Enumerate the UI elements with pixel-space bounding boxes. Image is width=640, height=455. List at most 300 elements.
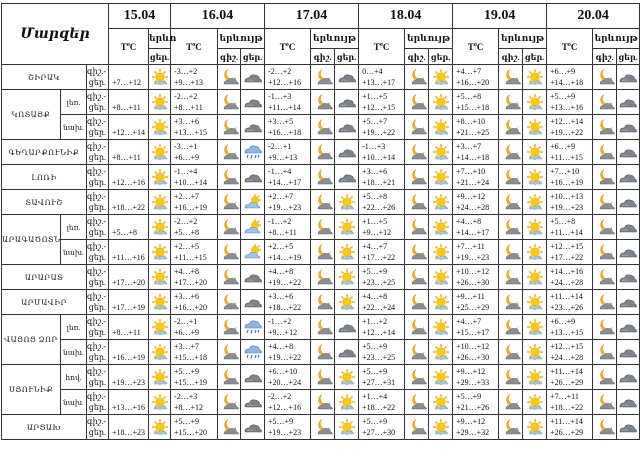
cloud-icon: [617, 418, 639, 436]
cloud-icon: [335, 68, 358, 86]
night-temperature: +10…+13: [550, 192, 584, 201]
region-name: ՍՅՈՒՆԻՔ: [2, 365, 61, 415]
sun-icon: [149, 368, 170, 386]
temperature-cell: [265, 215, 311, 240]
weather-cell: [149, 415, 171, 440]
night-weather-cell: [218, 340, 241, 365]
day-temperature: +11…+15: [550, 153, 583, 162]
temperature-cell: [547, 365, 593, 390]
night-weather-cell: [311, 140, 335, 165]
sun-icon: [429, 143, 452, 161]
day-temperature: +9…+12: [268, 328, 298, 337]
moon-cloud-icon: [218, 68, 240, 86]
moon-cloud-icon: [218, 368, 240, 386]
night-weather-cell: [311, 315, 335, 340]
night-temperature: +1…+5: [362, 92, 388, 101]
table-row: [2, 390, 640, 415]
night-weather-cell: [311, 340, 335, 365]
table-row: [2, 90, 640, 115]
weather-cell: [149, 90, 171, 115]
temperature-header: $T^oC$: [359, 29, 405, 65]
day-weather-cell: [617, 165, 640, 190]
day-temperature: +16…+19: [112, 353, 146, 362]
partly-cloudy-icon: [241, 193, 264, 211]
sun-icon: [429, 68, 452, 86]
moon-cloud-icon: [311, 118, 334, 136]
day-temperature: +15…+20: [174, 428, 208, 437]
day-temperature: +23…+25: [362, 278, 396, 287]
day-temperature: +12…+16: [268, 403, 302, 412]
night-weather-cell: [593, 190, 617, 215]
moon-cloud-icon: [218, 168, 240, 186]
region-name: ԿՈՏԱՅՔ: [2, 90, 61, 140]
day-temperature: +19…+22: [268, 353, 302, 362]
day-weather-cell: [523, 265, 547, 290]
night-header: գիշ.: [311, 49, 335, 65]
night-temperature: -2…+1: [268, 142, 292, 151]
cloud-icon: [241, 118, 264, 136]
day-weather-cell: [241, 140, 265, 165]
temperature-cell: [265, 415, 311, 440]
night-temperature: +5…+9: [174, 367, 200, 376]
day-label: ցեր.: [88, 203, 107, 212]
weather-cell: [149, 265, 171, 290]
day-weather-cell: [617, 65, 640, 90]
day-weather-cell: [523, 390, 547, 415]
day-weather-cell: [617, 340, 640, 365]
day-label: ցեր.: [88, 153, 107, 162]
sun-icon: [429, 118, 452, 136]
cloud-icon: [241, 368, 264, 386]
region-name: ԼՈՌԻ: [2, 165, 87, 190]
moon-cloud-icon: [593, 293, 616, 311]
night-temperature: +5…+9: [550, 92, 576, 101]
day-weather-cell: [241, 365, 265, 390]
day-temperature: +13…+17: [362, 78, 396, 87]
night-weather-cell: [311, 415, 335, 440]
moon-cloud-icon: [218, 418, 240, 436]
temperature-cell: [265, 115, 311, 140]
sun-icon: [335, 368, 358, 386]
night-header: գիշ.: [499, 49, 523, 65]
sun-icon: [429, 268, 452, 286]
night-weather-cell: [593, 215, 617, 240]
day-temperature: +13…+16: [550, 103, 584, 112]
night-temperature: +1…+5: [362, 217, 388, 226]
moon-cloud-icon: [593, 343, 616, 361]
day-temperature: +12…+16: [112, 178, 146, 187]
temperature-cell: [109, 340, 149, 365]
moon-cloud-icon: [405, 193, 428, 211]
night-weather-cell: [593, 140, 617, 165]
rain-icon: [241, 143, 264, 161]
day-weather-cell: [241, 115, 265, 140]
day-weather-cell: [335, 290, 359, 315]
day-weather-cell: [335, 115, 359, 140]
day-weather-cell: [429, 65, 453, 90]
moon-cloud-icon: [593, 218, 616, 236]
day-temperature: +22…+24: [362, 303, 396, 312]
temperature-cell: [265, 365, 311, 390]
moon-cloud-icon: [405, 268, 428, 286]
cloud-icon: [617, 268, 639, 286]
night-temperature: +9…+12: [456, 417, 486, 426]
night-label: գիշ.-: [87, 217, 107, 226]
night-temperature: +4…+8: [362, 292, 388, 301]
day-weather-cell: [241, 215, 265, 240]
day-header: ցեր.: [335, 49, 359, 65]
cloud-icon: [617, 318, 639, 336]
night-day-label: [87, 215, 109, 240]
day-weather-cell: [429, 340, 453, 365]
day-temperature: +26…+29: [550, 428, 584, 437]
temperature-cell: [547, 315, 593, 340]
moon-cloud-icon: [218, 243, 240, 261]
night-label: գիշ.-: [87, 92, 107, 101]
temperature-cell: [109, 390, 149, 415]
day-weather-cell: [241, 290, 265, 315]
temperature-cell: [109, 415, 149, 440]
day-weather-cell: [617, 415, 640, 440]
night-weather-cell: [499, 65, 523, 90]
cloud-icon: [617, 93, 639, 111]
night-weather-cell: [593, 90, 617, 115]
night-weather-cell: [405, 315, 429, 340]
day-weather-cell: [523, 115, 547, 140]
sun-icon: [523, 268, 546, 286]
day-temperature: +24…+28: [550, 278, 584, 287]
night-weather-cell: [499, 165, 523, 190]
night-temperature: +6…+9: [550, 67, 576, 76]
night-temperature: +11…+14: [550, 292, 583, 301]
sun-icon: [523, 368, 546, 386]
sun-icon: [149, 118, 170, 136]
temperature-cell: [109, 215, 149, 240]
night-weather-cell: [405, 240, 429, 265]
table-row: [2, 315, 640, 340]
day-temperature: +8…+12: [174, 403, 204, 412]
day-weather-cell: [429, 240, 453, 265]
sun-icon: [335, 393, 358, 411]
temperature-cell: [547, 390, 593, 415]
night-day-label: [87, 90, 109, 115]
night-temperature: +7…+11: [550, 392, 579, 401]
day-label: ցեր.: [88, 403, 107, 412]
night-day-label: [87, 315, 109, 340]
night-weather-cell: [499, 215, 523, 240]
day-temperature: +11…+14: [550, 228, 583, 237]
night-weather-cell: [499, 265, 523, 290]
night-weather-cell: [311, 90, 335, 115]
night-temperature: +3…+5: [268, 117, 294, 126]
night-temperature: +7…+11: [456, 242, 485, 251]
cloud-icon: [241, 293, 264, 311]
cloud-icon: [335, 343, 358, 361]
night-temperature: -1…+3: [268, 92, 292, 101]
night-temperature: +4…+7: [456, 317, 482, 326]
temperature-cell: [171, 390, 218, 415]
temperature-cell: [453, 415, 499, 440]
day-temperature: +14…+17: [456, 228, 490, 237]
night-weather-cell: [218, 265, 241, 290]
night-weather-cell: [405, 365, 429, 390]
night-weather-cell: [593, 290, 617, 315]
day-temperature: +16…+20: [456, 78, 490, 87]
day-temperature: +9…+13: [268, 153, 298, 162]
night-weather-cell: [311, 290, 335, 315]
date-header: 18.04: [359, 4, 453, 29]
temperature-cell: [453, 390, 499, 415]
day-weather-cell: [617, 115, 640, 140]
day-temperature: +19…+23: [456, 253, 490, 262]
day-weather-cell: [617, 240, 640, 265]
moon-cloud-icon: [499, 93, 522, 111]
day-weather-cell: [429, 315, 453, 340]
day-weather-cell: [523, 415, 547, 440]
table-row: [2, 365, 640, 390]
sun-icon: [149, 393, 170, 411]
night-temperature: +12…+15: [550, 242, 584, 251]
day-header: ցեր.: [429, 49, 453, 65]
moon-cloud-icon: [311, 293, 334, 311]
temperature-cell: [453, 365, 499, 390]
night-temperature: +11…+14: [550, 367, 583, 376]
subregion-label: նախ.: [61, 240, 87, 265]
day-temperature: +11…+15: [174, 253, 207, 262]
temperature-cell: [265, 140, 311, 165]
night-weather-cell: [405, 415, 429, 440]
day-temperature: +5…+8: [174, 228, 200, 237]
night-temperature: -3…+1: [174, 142, 198, 151]
sun-icon: [523, 193, 546, 211]
day-weather-cell: [335, 265, 359, 290]
temperature-cell: [171, 315, 218, 340]
weather-cell: [149, 190, 171, 215]
night-weather-cell: [405, 115, 429, 140]
sun-icon: [429, 293, 452, 311]
temperature-cell: [453, 265, 499, 290]
moon-cloud-icon: [499, 318, 522, 336]
night-temperature: +2…+5: [174, 242, 200, 251]
moon-cloud-icon: [499, 243, 522, 261]
sun-icon: [429, 243, 452, 261]
cloud-icon: [335, 118, 358, 136]
sun-icon: [149, 93, 170, 111]
day-weather-cell: [429, 365, 453, 390]
night-weather-cell: [218, 365, 241, 390]
temperature-cell: [265, 190, 311, 215]
day-weather-cell: [429, 215, 453, 240]
day-temperature: +15…+18: [174, 353, 208, 362]
day-label: ցեր.: [88, 78, 107, 87]
day-temperature: +8…+11: [174, 103, 203, 112]
weather-cell: [149, 115, 171, 140]
sun-icon: [149, 418, 170, 436]
moon-cloud-icon: [499, 343, 522, 361]
day-temperature: +10…+14: [362, 153, 396, 162]
day-weather-cell: [429, 190, 453, 215]
moon-cloud-icon: [405, 243, 428, 261]
sun-icon: [523, 143, 546, 161]
night-weather-cell: [218, 390, 241, 415]
night-weather-cell: [218, 90, 241, 115]
day-temperature: +9…+12: [362, 228, 392, 237]
weather-cell: [149, 65, 171, 90]
temperature-cell: [453, 315, 499, 340]
day-weather-cell: [241, 90, 265, 115]
moon-cloud-icon: [499, 393, 522, 411]
night-weather-cell: [311, 115, 335, 140]
night-temperature: +7…+10: [550, 167, 580, 176]
day-temperature: +14…+17: [268, 178, 302, 187]
night-temperature: -1…+2: [268, 217, 292, 226]
day-weather-cell: [241, 340, 265, 365]
day-temperature: +19…+23: [268, 428, 302, 437]
night-label: գիշ.-: [87, 117, 107, 126]
day-header: ցեր.: [523, 49, 547, 65]
night-temperature: -3…+2: [174, 67, 198, 76]
temperature-cell: [359, 65, 405, 90]
moon-cloud-icon: [218, 393, 240, 411]
day-temperature: +25…+29: [456, 303, 490, 312]
region-name: ՏԱՎՈՒՇ: [2, 190, 87, 215]
temperature-cell: [547, 415, 593, 440]
day-temperature: +13…+16: [112, 403, 146, 412]
day-weather-cell: [335, 390, 359, 415]
temperature-cell: [109, 115, 149, 140]
temperature-cell: [265, 315, 311, 340]
day-header: ցեր.: [241, 49, 265, 65]
moon-cloud-icon: [405, 343, 428, 361]
sun-icon: [149, 293, 170, 311]
night-temperature: +4…+7: [456, 67, 482, 76]
night-weather-cell: [311, 390, 335, 415]
night-weather-cell: [218, 215, 241, 240]
sun-icon: [429, 418, 452, 436]
day-temperature: +14…+18: [456, 153, 490, 162]
temperature-cell: [453, 215, 499, 240]
day-weather-cell: [241, 240, 265, 265]
day-weather-cell: [335, 190, 359, 215]
temperature-cell: [547, 265, 593, 290]
temperature-cell: [453, 65, 499, 90]
region-name: ԱՐՄԱՎԻՐ: [2, 290, 87, 315]
night-temperature: +11…+14: [550, 417, 583, 426]
temperature-header: $T^oC$: [265, 29, 311, 65]
night-weather-cell: [405, 290, 429, 315]
region-name: ԱՐՑԱԽ: [2, 415, 87, 440]
day-temperature: +13…+15: [174, 128, 208, 137]
day-weather-cell: [523, 365, 547, 390]
night-weather-cell: [405, 165, 429, 190]
night-day-label: [87, 65, 109, 90]
moon-cloud-icon: [218, 343, 240, 361]
moon-cloud-icon: [593, 68, 616, 86]
sun-icon: [429, 168, 452, 186]
cloud-icon: [617, 393, 639, 411]
night-temperature: +9…+12: [456, 367, 486, 376]
night-day-label: [87, 265, 109, 290]
night-temperature: +5…+9: [362, 417, 388, 426]
temperature-cell: [265, 65, 311, 90]
temperature-cell: [265, 340, 311, 365]
day-weather-cell: [617, 315, 640, 340]
cloud-icon: [241, 393, 264, 411]
moon-cloud-icon: [593, 168, 616, 186]
night-weather-cell: [405, 190, 429, 215]
night-day-label: [87, 190, 109, 215]
table-row: [2, 140, 640, 165]
cloud-icon: [241, 68, 264, 86]
day-weather-cell: [241, 265, 265, 290]
sun-icon: [429, 93, 452, 111]
day-temperature: +19…+23: [112, 378, 146, 387]
region-name: ԱՐԱՐԱՏ: [2, 265, 87, 290]
day-temperature: +23…+25: [362, 353, 396, 362]
moon-cloud-icon: [405, 293, 428, 311]
moon-cloud-icon: [311, 93, 334, 111]
day-temperature: +6…+9: [174, 328, 200, 337]
sun-icon: [429, 393, 452, 411]
night-temperature: +5…+8: [456, 92, 482, 101]
moon-cloud-icon: [499, 268, 522, 286]
cloud-icon: [335, 143, 358, 161]
sun-icon: [429, 318, 452, 336]
night-weather-cell: [218, 65, 241, 90]
day-weather-cell: [335, 240, 359, 265]
region-name: ԳԵՂԱՐՔՈՒՆԻՔ: [2, 140, 87, 165]
subregion-label: նախ.: [61, 340, 87, 365]
night-weather-cell: [218, 415, 241, 440]
weather-cell: [149, 140, 171, 165]
moon-cloud-icon: [405, 418, 428, 436]
temperature-cell: [453, 290, 499, 315]
temperature-cell: [359, 90, 405, 115]
day-temperature: +17…+20: [112, 278, 146, 287]
temperature-cell: [171, 340, 218, 365]
cloud-icon: [617, 218, 639, 236]
table-header: [2, 4, 640, 65]
temperature-cell: [109, 190, 149, 215]
day-weather-cell: [429, 165, 453, 190]
day-temperature: +14…+19: [268, 253, 302, 262]
night-weather-cell: [499, 240, 523, 265]
cloud-icon: [335, 93, 358, 111]
night-weather-cell: [311, 240, 335, 265]
temperature-cell: [171, 140, 218, 165]
night-temperature: +6…+9: [550, 142, 576, 151]
day-temperature: +21…+26: [456, 403, 490, 412]
night-weather-cell: [499, 365, 523, 390]
day-weather-cell: [617, 190, 640, 215]
moon-cloud-icon: [218, 293, 240, 311]
moon-cloud-icon: [593, 118, 616, 136]
day-temperature: +29…+32: [456, 428, 490, 437]
cloud-icon: [617, 193, 639, 211]
night-weather-cell: [593, 415, 617, 440]
night-weather-cell: [311, 190, 335, 215]
day-temperature: +16…+18: [268, 128, 302, 137]
night-day-label: [87, 340, 109, 365]
subregion-label: հով.: [61, 365, 87, 390]
temperature-cell: [171, 240, 218, 265]
sun-icon: [149, 168, 170, 186]
day-temperature: +19…+22: [550, 128, 584, 137]
night-weather-cell: [218, 165, 241, 190]
temperature-cell: [109, 265, 149, 290]
moon-cloud-icon: [405, 143, 428, 161]
night-temperature: +5…+9: [362, 267, 388, 276]
